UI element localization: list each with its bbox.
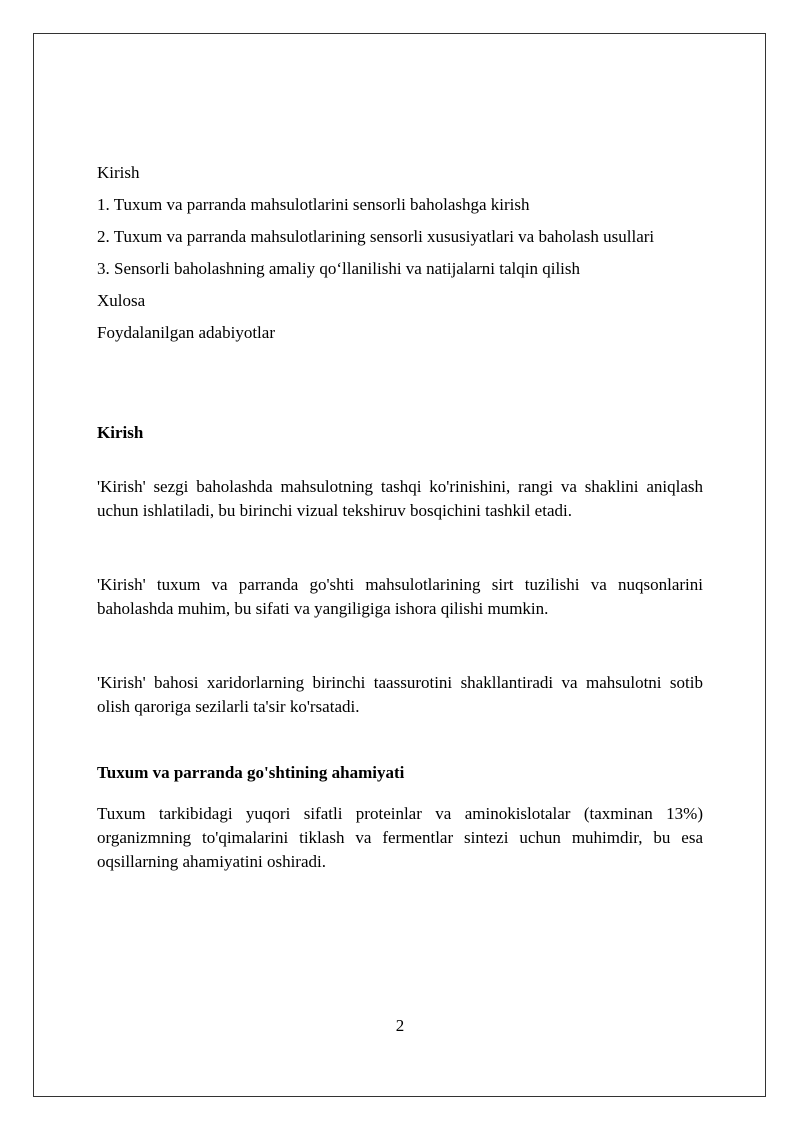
section-heading-intro: Kirish <box>97 423 144 442</box>
toc-item-intro: Kirish <box>97 163 140 182</box>
toc-item-chapter-3: 3. Sensorli baholashning amaliy qo‘llanilishi va natijalarni talqin qilish <box>97 259 581 278</box>
paragraph: 'Kirish' tuxum va parranda go'shti mahsulotlarining sirt tuzilishi va nuqsonlarini baholashda muhim, bu sifati va yangiligiga ishora qilishi mumkin. <box>97 575 703 618</box>
section-heading-importance: Tuxum va parranda go'shtining ahamiyati <box>97 763 405 782</box>
toc-item-conclusion: Xulosa <box>97 291 146 310</box>
page-number: 2 <box>395 1016 405 1035</box>
toc-item-references: Foydalanilgan adabiyotlar <box>97 323 275 342</box>
paragraph: Tuxum tarkibidagi yuqori sifatli proteinlar va aminokislotalar (taxminan 13%) organizmning to'qimalarini tiklash va fermentlar sintezi uchun muhimdir, bu esa oqsillarning ahamiyatini oshiradi. <box>97 804 703 871</box>
paragraph: 'Kirish' bahosi xaridorlarning birinchi taassurotini shakllantiradi va mahsulotni sotib olish qaroriga sezilarli ta'sir ko'rsatadi. <box>97 673 703 716</box>
page-content <box>97 157 703 874</box>
toc-item-chapter-2: 2. Tuxum va parranda mahsulotlarining sensorli xususiyatlari va baholash usullari <box>97 227 655 246</box>
toc-item-chapter-1: 1. Tuxum va parranda mahsulotlarini sensorli baholashga kirish <box>97 195 530 214</box>
paragraph: 'Kirish' sezgi baholashda mahsulotning tashqi ko'rinishini, rangi va shaklini aniqlash uchun ishlatiladi, bu birinchi vizual tekshiruv bosqichini tashkil etadi. <box>97 477 703 520</box>
table-of-contents <box>97 157 703 349</box>
